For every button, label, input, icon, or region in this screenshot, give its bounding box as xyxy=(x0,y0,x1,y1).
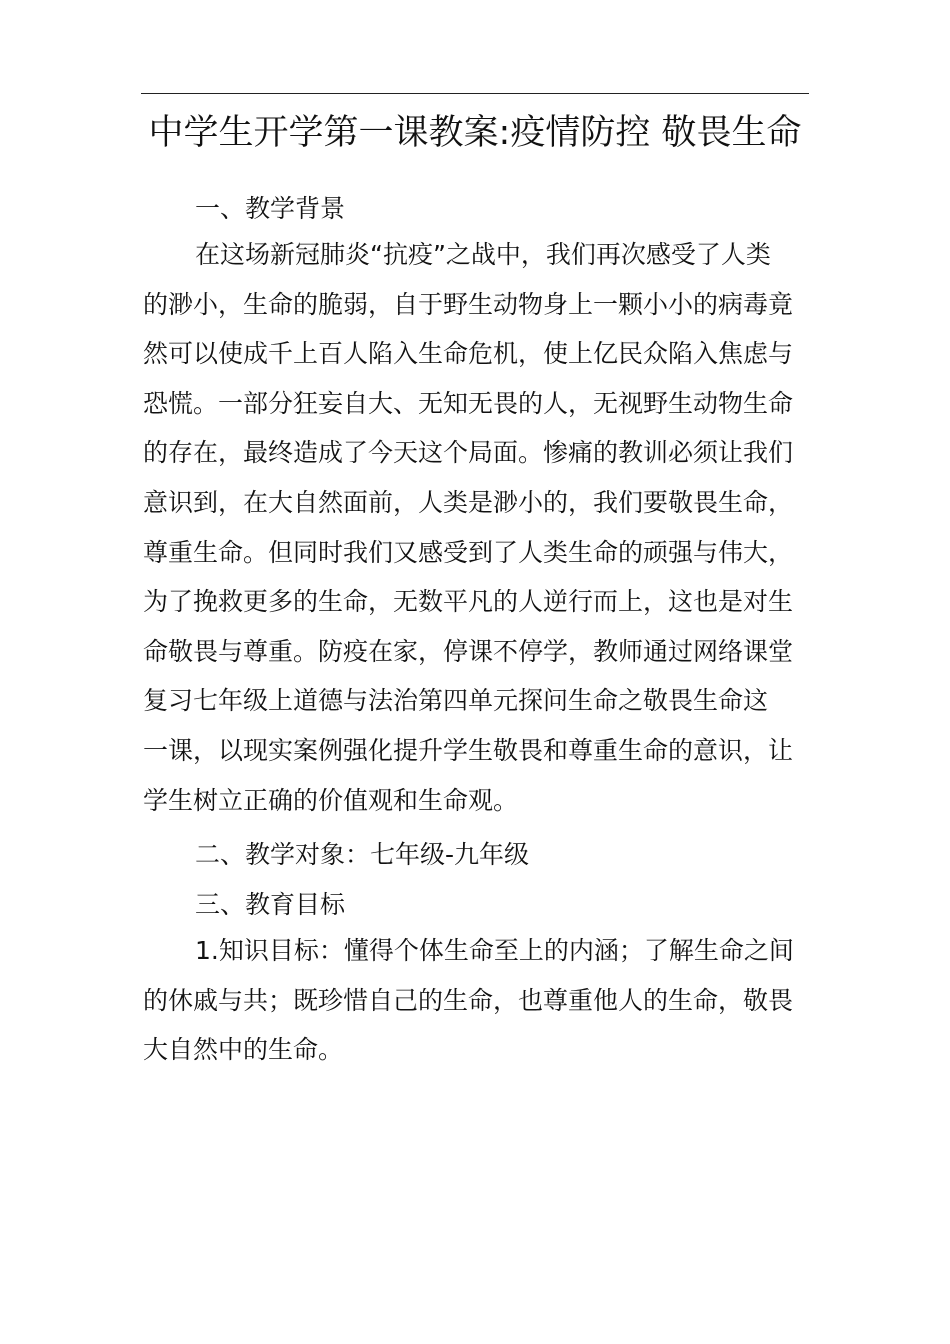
paragraph-line: 的渺小，生命的脆弱，自于野生动物身上一颗小小的病毒竟 xyxy=(143,289,794,319)
paragraph-line: 尊重生命。但同时我们又感受到了人类生命的顽强与伟大， xyxy=(143,537,794,567)
paragraph-line: 复习七年级上道德与法治第四单元探问生命之敬畏生命这 xyxy=(143,686,769,716)
paragraph-line: 学生树立正确的价值观和生命观。 xyxy=(143,785,519,815)
header-rule xyxy=(141,93,809,94)
paragraph-line: 命敬畏与尊重。防疫在家，停课不停学，教师通过网络课堂 xyxy=(143,636,794,666)
paragraph-line: 1.知识目标：懂得个体生命至上的内涵；了解生命之间 xyxy=(195,936,794,965)
document-title: 中学生开学第一课教案:疫情防控 敬畏生命 xyxy=(148,113,802,153)
paragraph-line: 然可以使成千上百人陷入生命危机，使上亿民众陷入焦虑与 xyxy=(143,339,794,369)
paragraph-line: 为了挽救更多的生命，无数平凡的人逆行而上，这也是对生 xyxy=(143,587,794,617)
paragraph-line: 恐慌。一部分狂妄自大、无知无畏的人，无视野生动物生命 xyxy=(143,388,794,418)
paragraph-line: 一课，以现实案例强化提升学生敬畏和尊重生命的意识，让 xyxy=(143,735,794,765)
paragraph-line: 的休戚与共；既珍惜自己的生命，也尊重他人的生命，敬畏 xyxy=(143,985,794,1015)
background-paragraph xyxy=(143,230,843,825)
section-heading-audience: 二、教学对象：七年级-九年级 xyxy=(195,840,530,869)
paragraph-line: 在这场新冠肺炎“抗疫”之战中，我们再次感受了人类 xyxy=(195,240,771,269)
section-heading-background: 一、教学背景 xyxy=(195,194,346,223)
paragraph-line: 意识到，在大自然面前，人类是渺小的，我们要敬畏生命， xyxy=(143,487,794,517)
paragraph-line: 的存在，最终造成了今天这个局面。惨痛的教训必须让我们 xyxy=(143,438,794,468)
section-heading-goals: 三、教育目标 xyxy=(195,890,346,919)
paragraph-line: 大自然中的生命。 xyxy=(143,1035,344,1065)
goals-paragraph xyxy=(143,926,843,1075)
